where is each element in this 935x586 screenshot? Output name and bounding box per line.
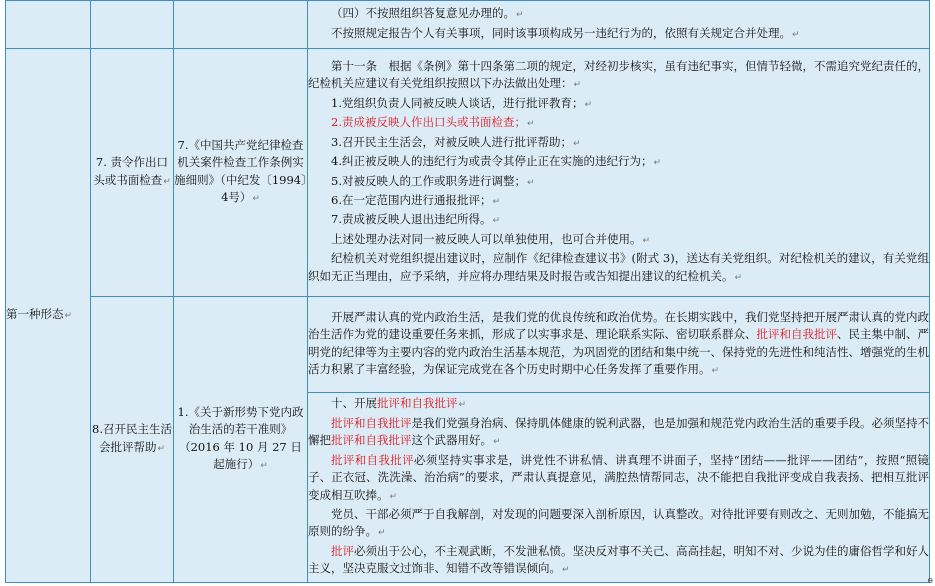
content-cell[interactable]: （四）不按照组织答复意见办理的。↵ 不按照规定报告个人有关事项，同时该事项构成另一违纪行为的，依照有关规定合并处理。↵ [308, 1, 930, 49]
paragraph: 开展严肃认真的党内政治生活，是我们党的优良传统和政治优势。在长期实践中，我们党坚持把开展严肃认真的党内政治生活作为党的建设重要任务来抓，形成了以实事求是、理论联系实际、密切联系群众、批评和自我批评、民主集中制、严明党的纪律等为主要内容的党内政治生活基本规范，为巩固党的团结和集中统一、保持党的先进性和纯洁性、增强党的生机活力积累了丰富经验，为保证完成党在各个历史时期中心任务发挥了重要作用。↵ [308, 309, 929, 376]
note-text: 上述处理办法对同一被反映人可以单独使用，也可合并使用。↵ [331, 231, 651, 246]
basis-label: 1.《关于新形势下党内政治生活的若干准则》（2016 年 10 月 27 日起施行） [177, 404, 304, 471]
measure-cell[interactable] [91, 297, 174, 583]
paragraph-mark-icon: ↵ [157, 443, 166, 454]
discipline-table [5, 0, 930, 583]
blank-cell [91, 1, 174, 49]
paragraph-mark-icon: ↵ [572, 138, 581, 149]
paragraph-mark-icon: ↵ [584, 99, 593, 110]
content-cell[interactable] [308, 297, 930, 393]
paragraph: 批评和自我批评是我们党强身治病、保持肌体健康的锐利武器，也是加强和规范党内政治生活的重要手段。必须坚持不懈把批评和自我批评这个武器用好。↵ [308, 415, 929, 448]
basis-cell[interactable] [174, 297, 308, 583]
paragraph-mark-icon: ↵ [792, 29, 800, 40]
paragraph: 批评和自我批评必须坚持实事求是，讲党性不讲私情、讲真理不讲面子，坚持“团结——批评——团结”，按照“照镜子、正衣冠、洗洗澡、治治病”的要求，严肃认真提意见，满腔热情帮同志，决不能把自我批评变成自我表扬、把相互批评变成相互吹捧。↵ [308, 452, 930, 502]
table-row [6, 1, 930, 49]
list-item: 1.党组织负责人同被反映人谈话，进行批评教育；↵ [331, 95, 593, 110]
list-item: 3.召开民主生活会，对被反映人进行批评帮助；↵ [331, 134, 581, 149]
content-cell[interactable] [308, 49, 930, 297]
table-row [6, 297, 930, 393]
content-cell[interactable] [308, 393, 930, 583]
basis-cell[interactable] [174, 49, 308, 297]
list-item: 2.责成被反映人作出口头或书面检查；↵ [331, 115, 535, 130]
paragraph-mark-icon: ↵ [711, 365, 720, 376]
paragraph-mark-icon: ↵ [562, 565, 570, 576]
paragraph-mark-icon: ↵ [389, 491, 398, 502]
paragraph-mark-icon: ↵ [516, 10, 524, 21]
paragraph: 党员、干部必须严于自我解剖，对发现的问题要深入剖析原因，认真整改。对待批评要有则改之、无则加勉，不能搞无原则的纷争。↵ [308, 506, 929, 539]
paragraph-mark-icon: ↵ [642, 235, 651, 246]
paragraph-mark-icon: ↵ [492, 196, 501, 207]
paragraph-mark-icon: ↵ [493, 437, 501, 448]
list-item: 6.在一定范围内进行通报批评；↵ [331, 192, 501, 207]
basis-label: 7.《中国共产党纪律检查机关案件检查工作条例实施细则》（中纪发〔1994〕4号） [174, 137, 307, 204]
list-item: 5.对被反映人的工作或职务进行调整；↵ [331, 173, 535, 188]
table-row [6, 49, 930, 297]
paragraph-mark-icon: ↵ [64, 310, 73, 321]
paragraph-mark-icon: ↵ [163, 176, 171, 187]
section-heading: 十、开展批评和自我批评↵ [331, 396, 467, 411]
end-mark-icon: ө [927, 576, 933, 586]
paragraph: 批评必须出于公心，不主观武断，不发泄私愤。坚决反对事不关己、高高挂起，明知不对、少说为佳的庸俗哲学和好人主义，坚决克服文过饰非、知错不改等错误倾向。↵ [308, 543, 929, 576]
measure-label: 8.召开民主生活会批评帮助 [92, 422, 172, 454]
form-label: 第一种形态 [6, 306, 64, 321]
paragraph-mark-icon: ↵ [378, 528, 386, 539]
article-intro: 第十一条 根据《条例》第十四条第二项的规定，对经初步核实，虽有违纪事实，但情节轻微，不需追究党纪责任的，纪检机关应建议有关党组织按照以下办法做出处理：↵ [308, 59, 929, 91]
paragraph-mark-icon: ↵ [458, 400, 467, 411]
paragraph-mark-icon: ↵ [573, 80, 582, 91]
measure-cell[interactable] [91, 49, 174, 297]
paragraph-mark-icon: ↵ [526, 177, 535, 188]
paragraph-mark-icon: ↵ [526, 119, 535, 130]
blank-cell [6, 1, 91, 49]
measure-label: 7. 责令作出口头或书面检查 [93, 155, 169, 187]
paragraph-mark-icon: ↵ [653, 158, 662, 169]
list-item: 7.责成被反映人退出违纪所得。↵ [331, 212, 501, 227]
list-item: 4.纠正被反映人的违纪行为或责令其停止正在实施的违纪行为；↵ [331, 154, 662, 169]
note-text: 纪检机关对党组织提出建议时，应制作《纪律检查建议书》(附式 3)，送达有关党组织。对纪检机关的建议，有关党组织如无正当理由，应予采纳，并应将办理结果及时报告或告知提出建议的纪检机关。↵ [308, 251, 929, 283]
blank-cell [174, 1, 308, 49]
paragraph-mark-icon: ↵ [734, 272, 743, 283]
paragraph-mark-icon: ↵ [260, 460, 268, 471]
paragraph-mark-icon: ↵ [252, 193, 260, 204]
paragraph-mark-icon: ↵ [492, 216, 501, 227]
form-cell[interactable] [6, 49, 91, 583]
